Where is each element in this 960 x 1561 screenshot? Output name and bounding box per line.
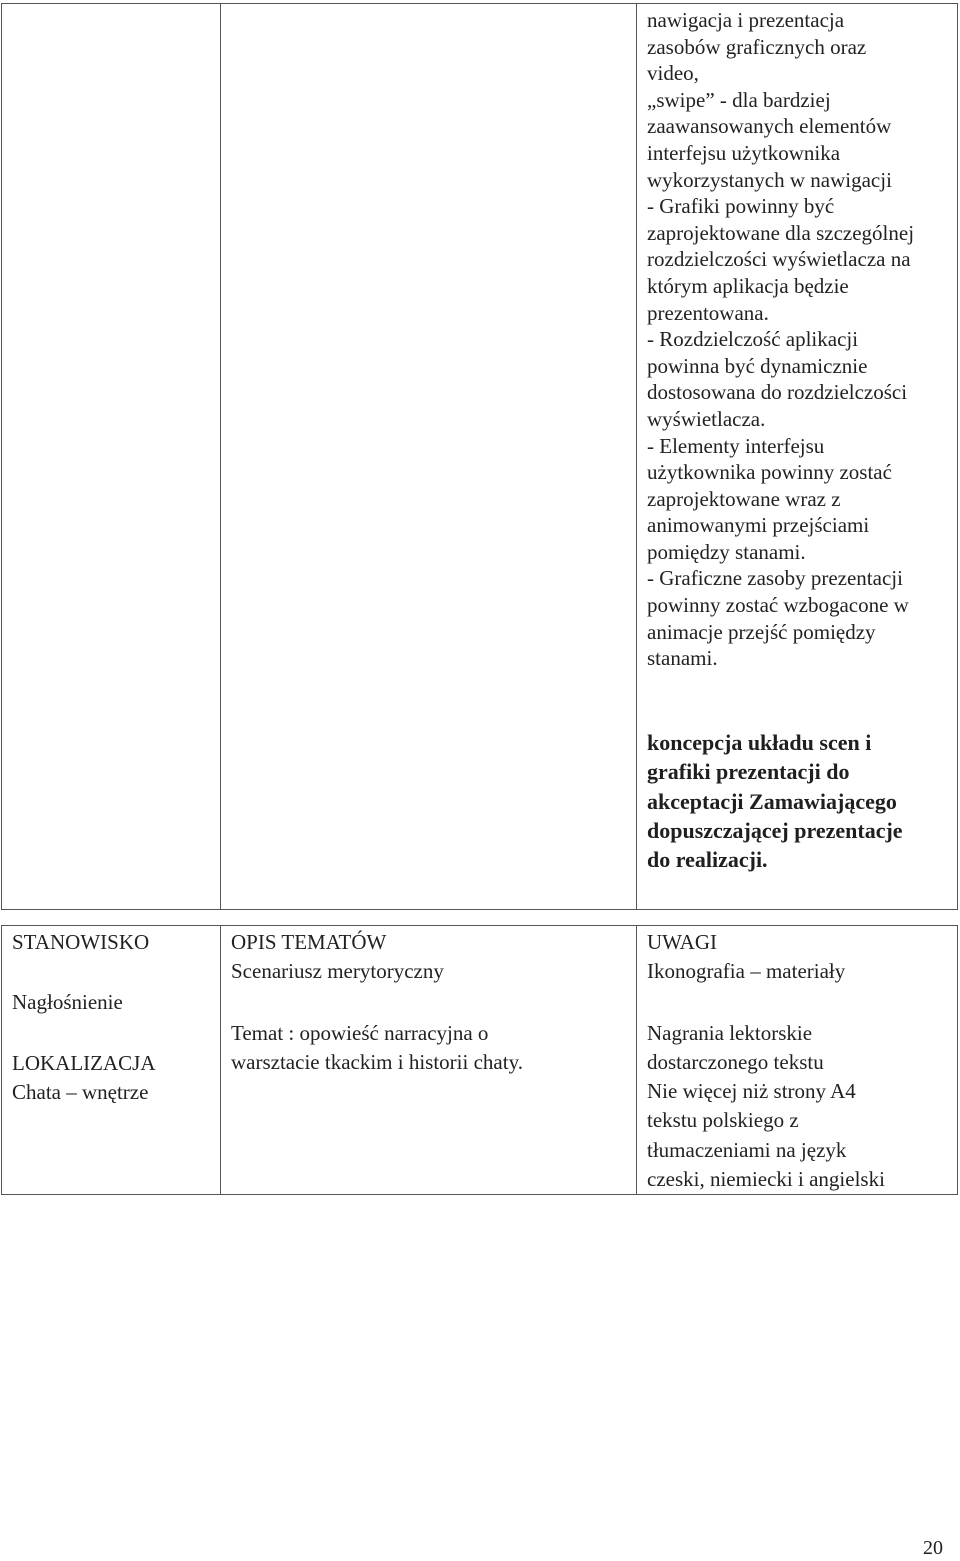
- station-cell: [2, 926, 221, 1195]
- notes-line: tłumaczeniami na język: [647, 1137, 847, 1162]
- text-line: „swipe” - dla bardziej: [647, 87, 831, 112]
- text-line: prezentowana.: [647, 300, 769, 325]
- topic-text: warsztacie tkackim i historii chaty.: [231, 1049, 523, 1074]
- requirements-cell: [637, 4, 958, 910]
- notes-line: Nagrania lektorskie: [647, 1020, 813, 1045]
- topics-header: OPIS TEMATÓW: [231, 930, 387, 954]
- notes-line: czeski, niemiecki i angielski: [647, 1167, 885, 1192]
- text-line: powinny zostać wzbogacone w: [647, 593, 909, 618]
- station-table: [1, 925, 958, 1195]
- text-line: zaprojektowane dla szczególnej: [647, 220, 915, 245]
- text-line: pomiędzy stanami.: [647, 539, 806, 564]
- bold-text-line: akceptacji Zamawiającego: [647, 788, 897, 814]
- text-line: zaprojektowane wraz z: [647, 486, 841, 511]
- text-line: którym aplikacja będzie: [647, 273, 849, 298]
- text-line: stanami.: [647, 646, 718, 671]
- bold-text-line: do realizacji.: [647, 847, 768, 873]
- topics-cell: [221, 926, 637, 1195]
- bold-text-line: grafiki prezentacji do: [647, 759, 850, 785]
- text-line: animowanymi przejściami: [647, 513, 870, 538]
- text-line: zasobów graficznych oraz: [647, 34, 867, 59]
- text-line: rozdzielczości wyświetlacza na: [647, 247, 911, 272]
- topic-text: Temat : opowieść narracyjna o: [231, 1020, 489, 1045]
- text-line: - Rozdzielczość aplikacji: [647, 327, 859, 352]
- topics-subheader: Scenariusz merytoryczny: [231, 959, 444, 984]
- text-line: wykorzystanych w nawigacji: [647, 167, 892, 192]
- bold-text-line: koncepcja układu scen i: [647, 729, 872, 755]
- location-value: Chata – wnętrze: [12, 1079, 149, 1104]
- text-line: dostosowana do rozdzielczości: [647, 380, 908, 405]
- text-line: powinna być dynamicznie: [647, 353, 868, 378]
- bold-text-line: dopuszczającej prezentacje: [647, 818, 903, 844]
- text-line: - Graficzne zasoby prezentacji: [647, 566, 903, 591]
- text-line: animacje przejść pomiędzy: [647, 619, 876, 644]
- notes-line: dostarczonego tekstu: [647, 1049, 824, 1074]
- requirements-table-top: [1, 3, 958, 910]
- notes-subheader: Ikonografia – materiały: [647, 959, 846, 984]
- acceptance-note: [647, 728, 947, 875]
- notes-line: Nie więcej niż strony A4: [647, 1079, 856, 1104]
- empty-cell-left: [2, 4, 221, 910]
- text-line: nawigacja i prezentacja: [647, 8, 845, 32]
- text-line: video,: [647, 61, 699, 86]
- text-line: - Grafiki powinny być: [647, 194, 835, 219]
- page-number: 20: [923, 1537, 943, 1559]
- empty-cell-middle: [221, 4, 637, 910]
- location-label: LOKALIZACJA: [12, 1050, 156, 1075]
- text-line: zaawansowanych elementów: [647, 114, 892, 139]
- sound-label: Nagłośnienie: [12, 990, 123, 1015]
- text-line: - Elementy interfejsu: [647, 433, 825, 458]
- station-header: STANOWISKO: [12, 930, 150, 954]
- notes-line: tekstu polskiego z: [647, 1108, 799, 1133]
- text-line: wyświetlacza.: [647, 406, 766, 431]
- notes-header: UWAGI: [647, 930, 717, 954]
- text-line: użytkownika powinny zostać: [647, 460, 892, 485]
- notes-cell: [637, 926, 958, 1195]
- text-line: interfejsu użytkownika: [647, 140, 841, 165]
